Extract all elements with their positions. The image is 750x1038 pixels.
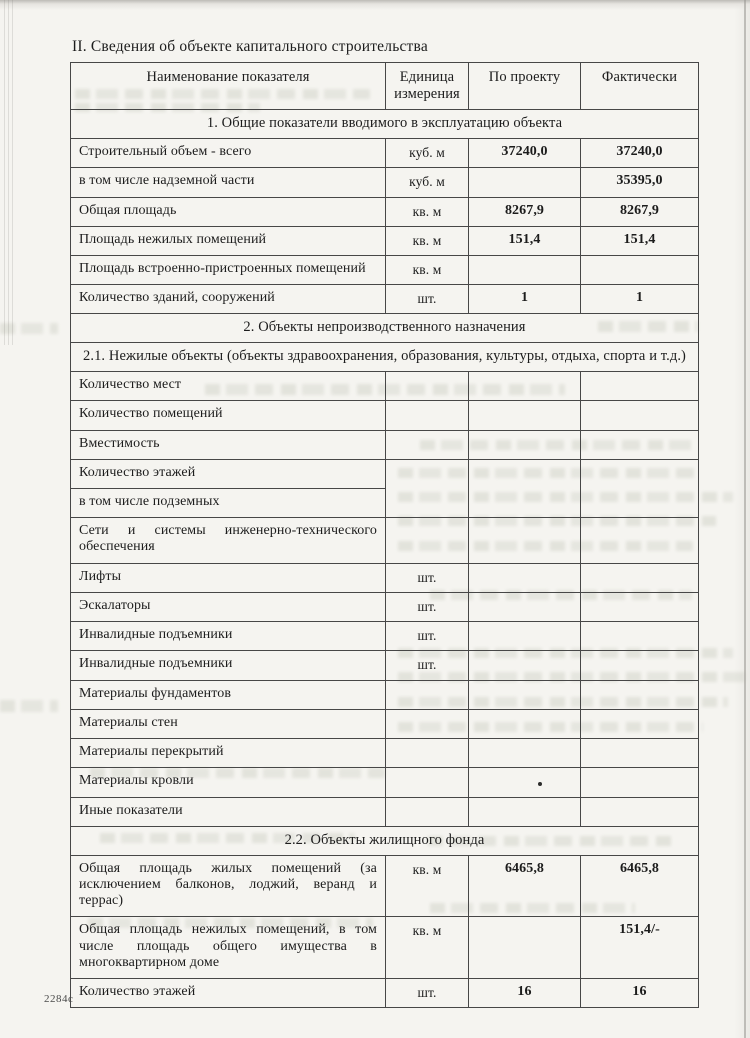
unit-cell <box>386 739 469 768</box>
row-label-cell: Количество помещений <box>71 401 386 430</box>
table-row <box>71 709 699 738</box>
row-label-cell: Эскалаторы <box>71 592 386 621</box>
table-row <box>71 401 699 430</box>
section-header-row <box>71 343 699 372</box>
actual-value-cell <box>581 459 699 517</box>
row-label-cell: Количество этажей <box>71 979 386 1008</box>
unit-cell: шт. <box>386 979 469 1008</box>
page-code: 2284с <box>44 993 74 1005</box>
unit-cell: кв. м <box>386 255 469 284</box>
project-value-cell <box>469 168 581 197</box>
project-value-cell <box>469 622 581 651</box>
actual-value-cell <box>581 680 699 709</box>
actual-value-cell <box>581 430 699 459</box>
row-label-cell: Материалы кровли <box>71 768 386 797</box>
table-row <box>71 372 699 401</box>
project-value-cell: 8267,9 <box>469 197 581 226</box>
unit-cell: кв. м <box>386 917 469 979</box>
column-header-3: По проекту <box>469 63 581 110</box>
section-header: 1. Общие показатели вводимого в эксплуатацию объекта <box>71 110 699 139</box>
project-value-cell <box>469 592 581 621</box>
scan-paper-edge-right <box>744 0 746 1038</box>
actual-value-cell: 1 <box>581 285 699 314</box>
row-label-cell: Площадь нежилых помещений <box>71 226 386 255</box>
row-label-cell: Количество этажей <box>71 459 386 488</box>
unit-cell <box>386 401 469 430</box>
row-label-cell: Количество зданий, сооружений <box>71 285 386 314</box>
project-value-cell: 6465,8 <box>469 855 581 917</box>
bleedthrough-artifact <box>0 700 58 712</box>
actual-value-cell <box>581 563 699 592</box>
table-row <box>71 622 699 651</box>
project-value-cell <box>469 739 581 768</box>
scan-edge-left-streaks <box>4 0 16 345</box>
table-row <box>71 197 699 226</box>
table-row <box>71 979 699 1008</box>
row-label-cell: Материалы перекрытий <box>71 739 386 768</box>
column-header-2: Единица измерения <box>386 63 469 110</box>
unit-cell: кв. м <box>386 226 469 255</box>
unit-cell <box>386 430 469 459</box>
project-value-cell <box>469 680 581 709</box>
row-label-cell: в том числе надземной части <box>71 168 386 197</box>
project-value-cell <box>469 768 581 797</box>
column-header-1: Наименование показателя <box>71 63 386 110</box>
table-row <box>71 563 699 592</box>
unit-cell: шт. <box>386 651 469 680</box>
project-value-cell <box>469 651 581 680</box>
column-header-4: Фактически <box>581 63 699 110</box>
table-row <box>71 739 699 768</box>
unit-cell: куб. м <box>386 139 469 168</box>
table-row <box>71 917 699 979</box>
actual-value-cell <box>581 651 699 680</box>
actual-value-cell: 8267,9 <box>581 197 699 226</box>
construction-object-table <box>70 62 699 1008</box>
unit-cell: шт. <box>386 563 469 592</box>
row-label-cell: Площадь встроенно-пристроенных помещений <box>71 255 386 284</box>
row-label-cell: Инвалидные подъемники <box>71 651 386 680</box>
table-body <box>71 110 699 1008</box>
actual-value-cell <box>581 592 699 621</box>
actual-value-cell: 6465,8 <box>581 855 699 917</box>
row-label-cell: Вместимость <box>71 430 386 459</box>
section-header-row <box>71 314 699 343</box>
row-label-cell: Инвалидные подъемники <box>71 622 386 651</box>
row-label-cell: Общая площадь нежилых помещений, в том числе площадь общего имущества в многоквартирном доме <box>71 917 386 979</box>
row-label-cell: Лифты <box>71 563 386 592</box>
unit-cell: кв. м <box>386 855 469 917</box>
table-row <box>71 226 699 255</box>
row-label-cell: в том числе подземных <box>71 489 386 518</box>
table-row <box>71 680 699 709</box>
actual-value-cell: 16 <box>581 979 699 1008</box>
unit-cell <box>386 518 469 563</box>
project-value-cell: 151,4 <box>469 226 581 255</box>
actual-value-cell <box>581 372 699 401</box>
table-row <box>71 797 699 826</box>
section-header: 2.2. Объекты жилищного фонда <box>71 826 699 855</box>
actual-value-cell <box>581 768 699 797</box>
table-row <box>71 430 699 459</box>
actual-value-cell: 35395,0 <box>581 168 699 197</box>
project-value-cell <box>469 459 581 517</box>
table-header-row <box>71 63 699 110</box>
actual-value-cell <box>581 797 699 826</box>
actual-value-cell <box>581 401 699 430</box>
table-row <box>71 651 699 680</box>
project-value-cell <box>469 518 581 563</box>
project-value-cell <box>469 563 581 592</box>
unit-cell <box>386 768 469 797</box>
section-header-row <box>71 826 699 855</box>
actual-value-cell <box>581 739 699 768</box>
row-label-cell: Количество мест <box>71 372 386 401</box>
actual-value-cell: 151,4 <box>581 226 699 255</box>
table-row <box>71 255 699 284</box>
unit-cell <box>386 797 469 826</box>
row-label-cell: Материалы фундаментов <box>71 680 386 709</box>
actual-value-cell <box>581 622 699 651</box>
row-label-cell: Сети и системы инженерно-технического обеспечения <box>71 518 386 563</box>
unit-cell: шт. <box>386 592 469 621</box>
table-row <box>71 168 699 197</box>
unit-cell: куб. м <box>386 168 469 197</box>
project-value-cell: 37240,0 <box>469 139 581 168</box>
unit-cell: шт. <box>386 622 469 651</box>
project-value-cell: 16 <box>469 979 581 1008</box>
document-section-title: II. Сведения об объекте капитального строительства <box>72 38 428 55</box>
table-row <box>71 768 699 797</box>
table-row <box>71 459 699 488</box>
scan-edge-top <box>0 0 750 10</box>
section-header: 2. Объекты непроизводственного назначения <box>71 314 699 343</box>
project-value-cell <box>469 372 581 401</box>
actual-value-cell <box>581 709 699 738</box>
unit-cell: кв. м <box>386 197 469 226</box>
row-label-cell: Общая площадь жилых помещений (за исключением балконов, лоджий, веранд и террас) <box>71 855 386 917</box>
project-value-cell <box>469 917 581 979</box>
actual-value-cell <box>581 518 699 563</box>
table-row <box>71 592 699 621</box>
actual-value-cell <box>581 255 699 284</box>
actual-value-cell: 151,4/- <box>581 917 699 979</box>
unit-cell <box>386 372 469 401</box>
section-header: 2.1. Нежилые объекты (объекты здравоохранения, образования, культуры, отдыха, спорта и т.д.) <box>71 343 699 372</box>
unit-cell <box>386 459 469 517</box>
actual-value-cell: 37240,0 <box>581 139 699 168</box>
table-row <box>71 518 699 563</box>
project-value-cell <box>469 709 581 738</box>
project-value-cell <box>469 797 581 826</box>
project-value-cell <box>469 430 581 459</box>
scan-edge-right-shade <box>734 0 750 1038</box>
row-label-cell: Материалы стен <box>71 709 386 738</box>
project-value-cell: 1 <box>469 285 581 314</box>
project-value-cell <box>469 401 581 430</box>
row-label-cell: Общая площадь <box>71 197 386 226</box>
section-header-row <box>71 110 699 139</box>
row-label-cell: Строительный объем - всего <box>71 139 386 168</box>
unit-cell <box>386 680 469 709</box>
table-row <box>71 139 699 168</box>
table-row <box>71 285 699 314</box>
table-row <box>71 855 699 917</box>
unit-cell: шт. <box>386 285 469 314</box>
project-value-cell <box>469 255 581 284</box>
unit-cell <box>386 709 469 738</box>
row-label-cell: Иные показатели <box>71 797 386 826</box>
